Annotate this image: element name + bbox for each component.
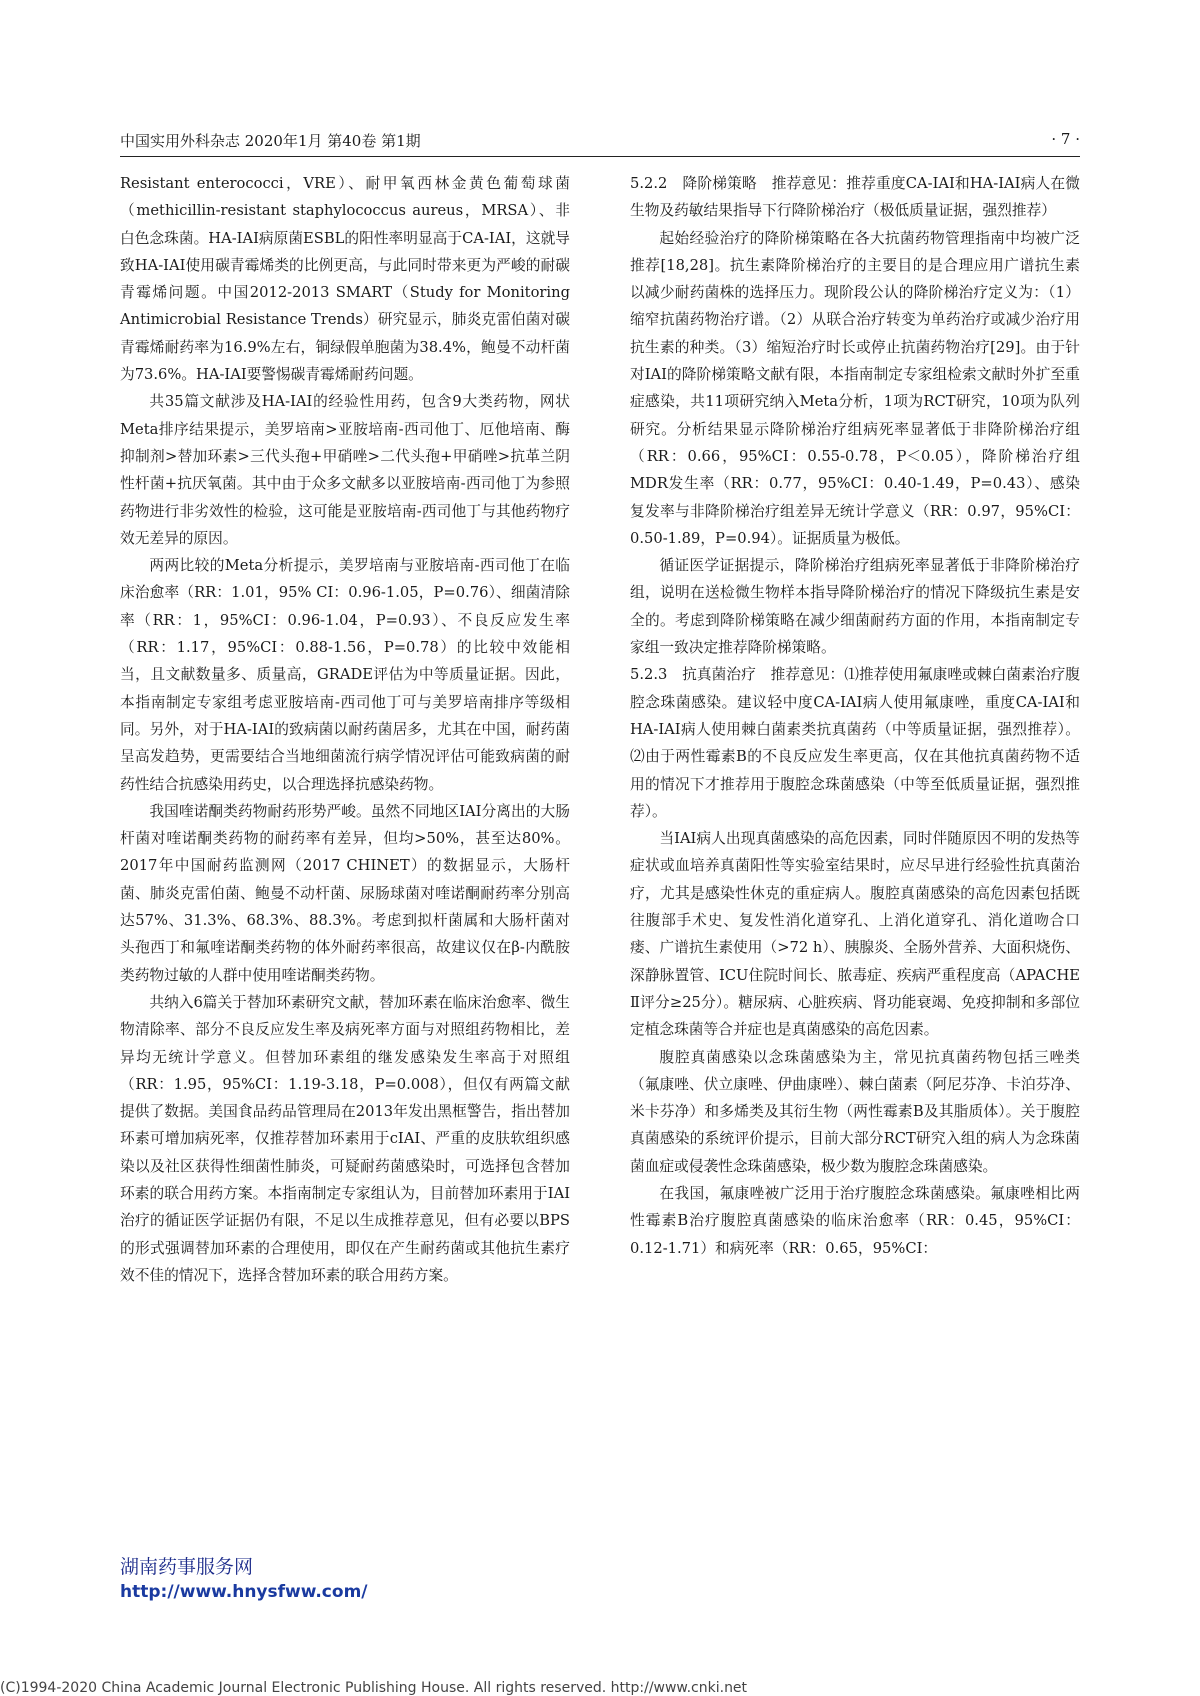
journal-citation: 中国实用外科杂志 2020年1月 第40卷 第1期 — [120, 132, 421, 150]
site-url-link[interactable]: http://www.hnysfww.com/ — [120, 1582, 368, 1602]
left-column — [120, 170, 570, 1289]
paragraph: 我国喹诺酮类药物耐药形势严峻。虽然不同地区IAI分离出的大肠杆菌对喹诺酮类药物的耐药率有差异，但均>50%，甚至达80%。2017年中国耐药监测网（2017 CHINET）的数据显示，大肠杆菌、肺炎克雷伯菌、鲍曼不动杆菌、尿肠球菌对喹诺酮耐药率分别高达57%、31.3%、68.3%、88.3%。考虑到拟杆菌属和大肠杆菌对头孢西丁和氟喹诺酮类药物的体外耐药率很高，故建议仅在β-内酰胺类药物过敏的人群中使用喹诺酮类药物。 — [120, 802, 570, 984]
paragraph: 当IAI病人出现真菌感染的高危因素，同时伴随原因不明的发热等症状或血培养真菌阳性等实验室结果时，应尽早进行经验性抗真菌治疗，尤其是感染性休克的重症病人。腹腔真菌感染的高危因素包括既往腹部手术史、复发性消化道穿孔、上消化道穿孔、消化道吻合口瘘、广谱抗生素使用（>72 h）、胰腺炎、全肠外营养、大面积烧伤、深静脉置管、ICU住院时间长、脓毒症、疾病严重程度高（APACHE Ⅱ评分≥25分）。糖尿病、心脏疾病、肾功能衰竭、免疫抑制和多部位定植念珠菌等合并症也是真菌感染的高危因素。 — [630, 830, 1080, 1039]
paragraph: 两两比较的Meta分析提示，美罗培南与亚胺培南-西司他丁在临床治愈率（RR：1.01，95% CI：0.96-1.05，P=0.76）、细菌清除率（RR：1，95%CI：0.96-1.04，P=0.93）、不良反应发生率（RR：1.17，95%CI：0.88-1.56，P=0.78）的比较中效能相当，且文献数量多、质量高，GRADE评估为中等质量证据。因此，本指南制定专家组考虑亚胺培南-西司他丁可与美罗培南排序等级相同。另外，对于HA-IAI的致病菌以耐药菌居多，尤其在中国，耐药菌呈高发趋势，更需要结合当地细菌流行病学情况评估可能致病菌的耐药性结合抗感染用药史，以合理选择抗感染药物。 — [120, 557, 570, 793]
paragraph: 共纳入6篇关于替加环素研究文献，替加环素在临床治愈率、微生物清除率、部分不良反应发生率及病死率方面与对照组药物相比，差异均无统计学意义。但替加环素组的继发感染发生率高于对照组（RR：1.95，95%CI：1.19-3.18，P=0.008），但仅有两篇文献提供了数据。美国食品药品管理局在2013年发出黑框警告，指出替加环素可增加病死率，仅推荐替加环素用于cIAI、严重的皮肤软组织感染以及社区获得性细菌性肺炎，可疑耐药菌感染时，可选择包含替加环素的联合用药方案。本指南制定专家组认为，目前替加环素用于IAI治疗的循证医学证据仍有限，不足以生成推荐意见，但有必要以BPS的形式强调替加环素的合理使用，即仅在产生耐药菌或其他抗生素疗效不佳的情况下，选择含替加环素的联合用药方案。 — [120, 993, 570, 1284]
copyright-line: (C)1994-2020 China Academic Journal Electronic Publishing House. All rights reserved. http://www.cnki.net — [0, 1680, 748, 1696]
page-number: · 7 · — [1051, 130, 1080, 148]
section-heading-5-2-3: 5.2.3 抗真菌治疗 推荐意见：⑴推荐使用氟康唑或棘白菌素治疗腹腔念珠菌感染。建议轻中度CA-IAI病人使用氟康唑，重度CA-IAI和HA-IAI病人使用棘白菌素类抗真菌药（中等质量证据，强烈推荐）。⑵由于两性霉素B的不良反应发生率更高，仅在其他抗真菌药物不适用的情况下才推荐用于腹腔念珠菌感染（中等至低质量证据，强烈推荐）。 — [630, 666, 1080, 820]
watermark-footer — [120, 1554, 368, 1604]
paragraph: 起始经验治疗的降阶梯策略在各大抗菌药物管理指南中均被广泛推荐[18,28]。抗生素降阶梯治疗的主要目的是合理应用广谱抗生素以减少耐药菌株的选择压力。现阶段公认的降阶梯治疗定义为：（1）缩窄抗菌药物治疗谱。（2）从联合治疗转变为单药治疗或减少治疗用抗生素的种类。（3）缩短治疗时长或停止抗菌药物治疗[29]。由于针对IAI的降阶梯策略文献有限，本指南制定专家组检索文献时外扩至重症感染，共11项研究纳入Meta分析，1项为RCT研究，10项为队列研究。分析结果显示降阶梯治疗组病死率显著低于非降阶梯治疗组（RR：0.66，95%CI：0.55-0.78，P＜0.05），降阶梯治疗组MDR发生率（RR：0.77，95%CI：0.40-1.49，P=0.43）、感染复发率与非降阶梯治疗组差异无统计学意义（RR：0.97，95%CI：0.50-1.89，P=0.94）。证据质量为极低。 — [630, 229, 1080, 547]
paragraph: 共35篇文献涉及HA-IAI的经验性用药，包含9大类药物，网状Meta排序结果提示，美罗培南>亚胺培南-西司他丁、厄他培南、酶抑制剂>替加环素>三代头孢+甲硝唑>二代头孢+甲硝唑>抗革兰阴性杆菌+抗厌氧菌。其中由于众多文献多以亚胺培南-西司他丁为参照药物进行非劣效性的检验，这可能是亚胺培南-西司他丁与其他药物疗效无差异的原因。 — [120, 393, 570, 547]
site-name: 湖南药事服务网 — [120, 1556, 254, 1578]
running-header — [120, 128, 1080, 157]
section-heading-5-2-2: 5.2.2 降阶梯策略 推荐意见：推荐重度CA-IAI和HA-IAI病人在微生物及药敏结果指导下行降阶梯治疗（极低质量证据，强烈推荐） — [630, 175, 1080, 220]
paragraph: 腹腔真菌感染以念珠菌感染为主，常见抗真菌药物包括三唑类（氟康唑、伏立康唑、伊曲康唑）、棘白菌素（阿尼芬净、卡泊芬净、米卡芬净）和多烯类及其衍生物（两性霉素B及其脂质体）。关于腹腔真菌感染的系统评价提示，目前大部分RCT研究入组的病人为念珠菌菌血症或侵袭性念珠菌感染，极少数为腹腔念珠菌感染。 — [630, 1048, 1080, 1175]
paragraph: 循证医学证据提示，降阶梯治疗组病死率显著低于非降阶梯治疗组，说明在送检微生物样本指导降阶梯治疗的情况下降级抗生素是安全的。考虑到降阶梯策略在减少细菌耐药方面的作用，本指南制定专家组一致决定推荐降阶梯策略。 — [630, 557, 1080, 657]
right-column — [630, 170, 1080, 1262]
paragraph: 在我国，氟康唑被广泛用于治疗腹腔念珠菌感染。氟康唑相比两性霉素B治疗腹腔真菌感染的临床治愈率（RR：0.45，95%CI：0.12-1.71）和病死率（RR：0.65，95%CI： — [630, 1184, 1080, 1257]
paragraph: Resistant enterococci，VRE）、耐甲氧西林金黄色葡萄球菌（methicillin-resistant staphylococcus aureus，MRSA）、非白色念珠菌。HA-IAI病原菌ESBL的阳性率明显高于CA-IAI，这就导致HA-IAI使用碳青霉烯类的比例更高，与此同时带来更为严峻的耐碳青霉烯问题。中国2012-2013 SMART（Study for Monitoring Antimicrobial Resistance Trends）研究显示，肺炎克雷伯菌对碳青霉烯耐药率为16.9%左右，铜绿假单胞菌为38.4%，鲍曼不动杆菌为73.6%。HA-IAI要警惕碳青霉烯耐药问题。 — [120, 175, 570, 384]
